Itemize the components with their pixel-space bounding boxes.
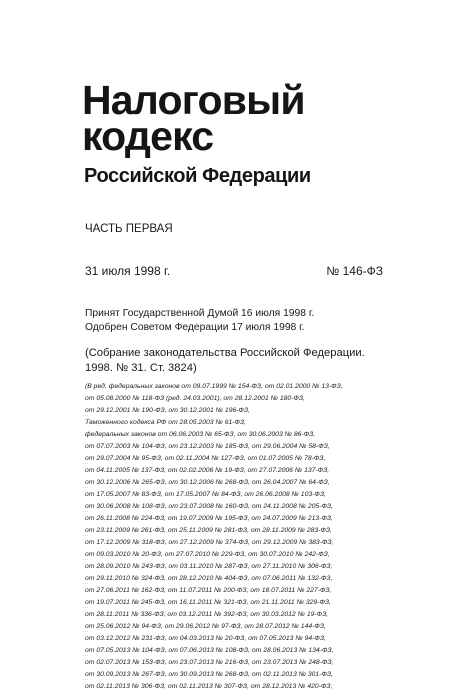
amendment-line: от 09.03.2010 № 20-ФЗ, от 27.07.2010 № 229-ФЗ, от 30.07.2010 № 242-ФЗ,	[85, 551, 330, 558]
title-subtitle: Российской Федерации	[84, 165, 311, 187]
amendment-line: от 27.06.2011 № 162-ФЗ, от 11.07.2011 № 200-ФЗ, от 18.07.2011 № 227-ФЗ,	[85, 587, 332, 594]
amendment-line: от 02.11.2013 № 306-ФЗ, от 02.11.2013 № 307-ФЗ, от 28.12.2013 № 420-ФЗ,	[85, 683, 333, 690]
amendment-line: от 28.11.2011 № 336-ФЗ, от 03.12.2011 № 392-ФЗ, от 30.03.2012 № 19-ФЗ,	[85, 611, 329, 618]
amendments-list	[85, 381, 385, 693]
amendment-line: от 05.08.2000 № 118-ФЗ (ред. 24.03.2001), от 28.12.2001 № 180-ФЗ,	[85, 395, 305, 402]
amendment-line: от 02.07.2013 № 153-ФЗ, от 23.07.2013 № 216-ФЗ, от 23.07.2013 № 248-ФЗ,	[85, 659, 334, 666]
amendment-line: от 25.06.2012 № 94-ФЗ, от 29.06.2012 № 97-ФЗ, от 28.07.2012 № 144-ФЗ,	[85, 623, 326, 630]
amendment-line: от 26.11.2008 № 224-ФЗ, от 19.07.2009 № 195-ФЗ, от 24.07.2009 № 213-ФЗ,	[85, 515, 333, 522]
amendment-line: от 03.12.2012 № 231-ФЗ, от 04.03.2013 № 20-ФЗ, от 07.05.2013 № 94-ФЗ,	[85, 635, 326, 642]
amendment-line: от 23.11.2009 № 261-ФЗ, от 25.11.2009 № 281-ФЗ, от 28.11.2009 № 283-ФЗ,	[85, 527, 332, 534]
law-number: № 146-ФЗ	[326, 264, 383, 278]
amendment-line: от 30.06.2008 № 108-ФЗ, от 23.07.2008 № 160-ФЗ, от 24.11.2008 № 205-ФЗ,	[85, 503, 333, 510]
amendment-line: от 07.07.2003 № 104-ФЗ, от 23.12.2003 № 185-ФЗ, от 29.06.2004 № 58-ФЗ,	[85, 443, 330, 450]
amendment-line: от 30.09.2013 № 267-ФЗ, от 30.09.2013 № 268-ФЗ, от 02.11.2013 № 301-ФЗ,	[85, 671, 333, 678]
collection-line-2: 1998. № 31. Ст. 3824)	[85, 362, 197, 374]
law-date: 31 июля 1998 г.	[85, 264, 171, 278]
adopted-duma: Принят Государственной Думой 16 июля 1998 г.	[85, 308, 315, 319]
collection-reference	[85, 346, 395, 376]
title-line-1: Налоговый	[82, 77, 305, 123]
amendment-line: от 29.07.2004 № 95-ФЗ, от 02.11.2004 № 127-ФЗ, от 01.07.2005 № 78-ФЗ,	[85, 455, 326, 462]
amendment-line: от 28.09.2010 № 243-ФЗ, от 03.11.2010 № 287-ФЗ, от 27.11.2010 № 306-ФЗ,	[85, 563, 333, 570]
amendment-line: от 17.05.2007 № 83-ФЗ, от 17.05.2007 № 84-ФЗ, от 26.06.2008 № 103-ФЗ,	[85, 491, 326, 498]
amendment-line: от 04.11.2005 № 137-ФЗ, от 02.02.2006 № 19-ФЗ, от 27.07.2006 № 137-ФЗ,	[85, 467, 330, 474]
amendment-line: (В ред. федеральных законов от 09.07.1999 № 154-ФЗ, от 02.01.2000 № 13-ФЗ,	[85, 383, 343, 390]
amendment-line: от 19.07.2011 № 245-ФЗ, от 16.11.2011 № 321-ФЗ, от 21.11.2011 № 329-ФЗ,	[85, 599, 331, 606]
amendment-line: Таможенного кодекса РФ от 28.05.2003 № 61-ФЗ,	[85, 419, 246, 426]
approved-council: Одобрен Советом Федерации 17 июля 1998 г.	[85, 322, 305, 333]
amendment-line: от 30.12.2006 № 265-ФЗ, от 30.12.2006 № 268-ФЗ, от 26.04.2007 № 64-ФЗ,	[85, 479, 330, 486]
collection-line-1: (Собрание законодательства Российской Федерации.	[85, 347, 365, 359]
amendment-line: от 17.12.2009 № 318-ФЗ, от 27.12.2009 № 374-ФЗ, от 29.12.2009 № 383-ФЗ,	[85, 539, 334, 546]
amendment-line: от 29.11.2010 № 324-ФЗ, от 28.12.2010 № 404-ФЗ, от 07.06.2011 № 132-ФЗ,	[85, 575, 333, 582]
amendment-line: федеральных законов от 06.06.2003 № 65-ФЗ, от 30.06.2003 № 86-ФЗ,	[85, 431, 316, 438]
title-line-2: кодекс	[82, 113, 214, 159]
part-heading: ЧАСТЬ ПЕРВАЯ	[85, 223, 173, 235]
amendment-line: от 07.05.2013 № 104-ФЗ, от 07.06.2013 № 108-ФЗ, от 28.06.2013 № 134-ФЗ,	[85, 647, 334, 654]
amendment-line: от 29.12.2001 № 190-ФЗ, от 30.12.2001 № 196-ФЗ,	[85, 407, 250, 414]
adoption-info	[85, 307, 405, 335]
